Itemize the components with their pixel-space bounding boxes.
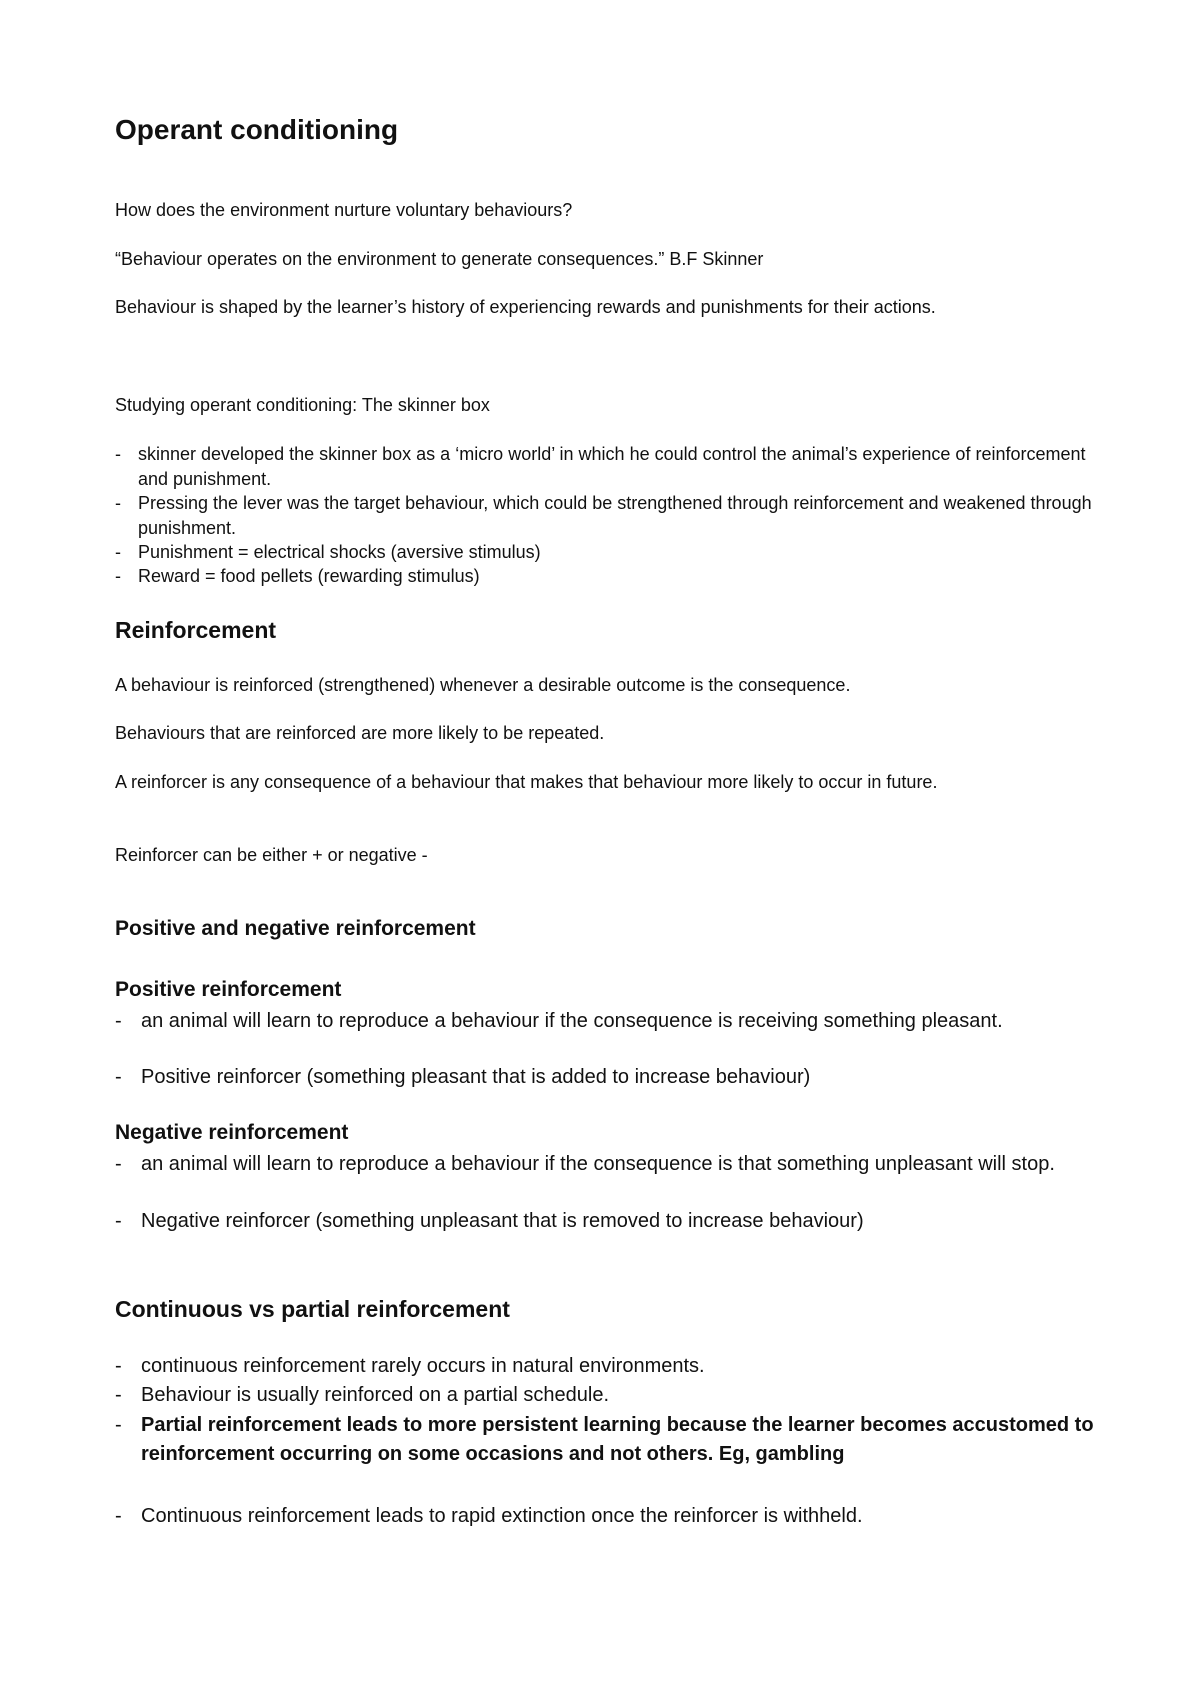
- list-item-text: an animal will learn to reproduce a behaviour if the consequence is that something unpleasant will stop.: [141, 1153, 1055, 1175]
- list-item-text: Positive reinforcer (something pleasant that is added to increase behaviour): [141, 1066, 811, 1088]
- list-item-text: continuous reinforcement rarely occurs in natural environments.: [141, 1355, 705, 1377]
- bullet-dash: -: [115, 493, 121, 513]
- list-item-text: Punishment = electrical shocks (aversive stimulus): [138, 542, 541, 562]
- bullet-dash: -: [115, 1066, 122, 1088]
- intro-shaped-paragraph: Behaviour is shaped by the learner’s history of experiencing rewards and punishments for their actions.: [115, 297, 936, 317]
- list-item: [115, 1063, 1115, 1092]
- list-item-text: Negative reinforcer (something unpleasant that is removed to increase behaviour): [141, 1210, 864, 1232]
- list-item: [115, 1207, 1115, 1236]
- list-item: [115, 491, 1115, 541]
- bullet-dash: -: [115, 1010, 122, 1032]
- list-item-text: an animal will learn to reproduce a behaviour if the consequence is receiving something pleasant.: [141, 1010, 1003, 1032]
- intro-question: How does the environment nurture voluntary behaviours?: [115, 200, 573, 220]
- list-item-text: Reward = food pellets (rewarding stimulus): [138, 566, 480, 586]
- bullet-dash: -: [115, 1505, 122, 1527]
- negative-reinforcement-heading: Negative reinforcement: [115, 1121, 349, 1144]
- list-item-text: Pressing the lever was the target behaviour, which could be strengthened through reinforcement and weakened through punishment.: [138, 493, 1092, 538]
- bullet-dash: -: [115, 1153, 122, 1175]
- continuous-partial-heading: Continuous vs partial reinforcement: [115, 1296, 510, 1322]
- reinforcement-paragraph-1: A behaviour is reinforced (strengthened) whenever a desirable outcome is the consequence.: [115, 675, 851, 695]
- list-item: [115, 1352, 1115, 1381]
- positive-reinforcement-heading: Positive reinforcement: [115, 978, 342, 1001]
- list-item-text: Behaviour is usually reinforced on a partial schedule.: [141, 1384, 610, 1406]
- bullet-dash: -: [115, 542, 121, 562]
- reinforcement-paragraph-2: Behaviours that are reinforced are more likely to be repeated.: [115, 723, 605, 743]
- skinner-quote: “Behaviour operates on the environment to generate consequences.” B.F Skinner: [115, 249, 764, 269]
- reinforcement-paragraph-4: Reinforcer can be either + or negative -: [115, 845, 428, 865]
- list-item: [115, 1150, 1115, 1179]
- list-item: [115, 1007, 1115, 1036]
- list-item: [115, 442, 1115, 492]
- list-item: [115, 1411, 1115, 1469]
- list-item: [115, 564, 1115, 589]
- list-item-text: Continuous reinforcement leads to rapid extinction once the reinforcer is withheld.: [141, 1505, 863, 1527]
- list-item: [115, 1381, 1115, 1410]
- bullet-dash: -: [115, 1414, 122, 1436]
- reinforcement-paragraph-3: A reinforcer is any consequence of a behaviour that makes that behaviour more likely to occur in future.: [115, 772, 938, 792]
- bullet-dash: -: [115, 444, 121, 464]
- bullet-dash: -: [115, 1355, 122, 1377]
- list-item-text-bold: Partial reinforcement leads to more persistent learning because the learner becomes accustomed to reinforcement occurring on some occasions and not others. Eg, gambling: [141, 1414, 1094, 1465]
- reinforcement-heading: Reinforcement: [115, 617, 277, 643]
- list-item: [115, 540, 1115, 565]
- bullet-dash: -: [115, 1384, 122, 1406]
- skinner-box-heading: Studying operant conditioning: The skinner box: [115, 395, 490, 415]
- pos-neg-heading: Positive and negative reinforcement: [115, 917, 476, 940]
- bullet-dash: -: [115, 1210, 122, 1232]
- bullet-dash: -: [115, 566, 121, 586]
- page-title: Operant conditioning: [115, 114, 399, 145]
- list-item-text: skinner developed the skinner box as a ‘micro world’ in which he could control the animal’s experience of reinforcement and punishment.: [138, 444, 1086, 489]
- list-item: [115, 1502, 1115, 1531]
